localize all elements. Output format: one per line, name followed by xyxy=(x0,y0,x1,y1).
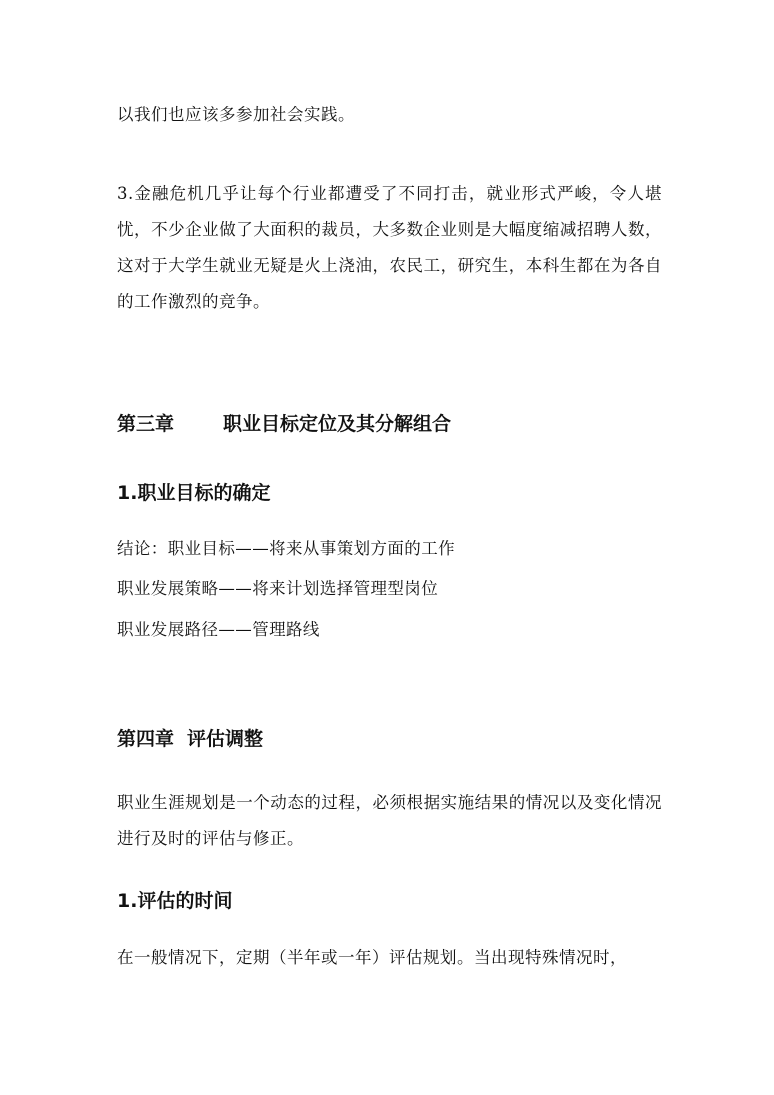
conclusion-line-strategy: 职业发展策略——将来计划选择管理型岗位 xyxy=(117,579,439,598)
chapter-4-title: 评估调整 xyxy=(187,728,264,750)
chapter-3-title: 职业目标定位及其分解组合 xyxy=(223,413,452,435)
section-career-goal-heading: 1.职业目标的确定 xyxy=(117,482,271,504)
conclusion-line-goal: 结论：职业目标——将来从事策划方面的工作 xyxy=(117,539,455,558)
chapter-3-label: 第三章 xyxy=(117,413,175,435)
chapter-4-heading xyxy=(117,726,264,752)
conclusion-line-path: 职业发展路径——管理路线 xyxy=(117,620,320,639)
paragraph-dynamic-process: 职业生涯规划是一个动态的过程，必须根据实施结果的情况以及变化情况进行及时的评估与修正。 xyxy=(117,793,662,848)
chapter-3-heading xyxy=(117,411,452,437)
chapter-4-label: 第四章 xyxy=(117,728,175,750)
paragraph-evaluation-schedule: 在一般情况下，定期（半年或一年）评估规划。当出现特殊情况时， xyxy=(117,948,627,967)
paragraph-financial-crisis: 3.金融危机几乎让每个行业都遭受了不同打击，就业形式严峻，令人堪忧，不少企业做了大面积的裁员，大多数企业则是大幅度缩减招聘人数，这对于大学生就业无疑是火上浇油，农民工，研究生，本科生都在为各自的工作激烈的竞争。 xyxy=(117,184,662,311)
section-evaluation-time-heading: 1.评估的时间 xyxy=(117,890,233,912)
paragraph-social-practice: 以我们也应该多参加社会实践。 xyxy=(117,105,355,124)
